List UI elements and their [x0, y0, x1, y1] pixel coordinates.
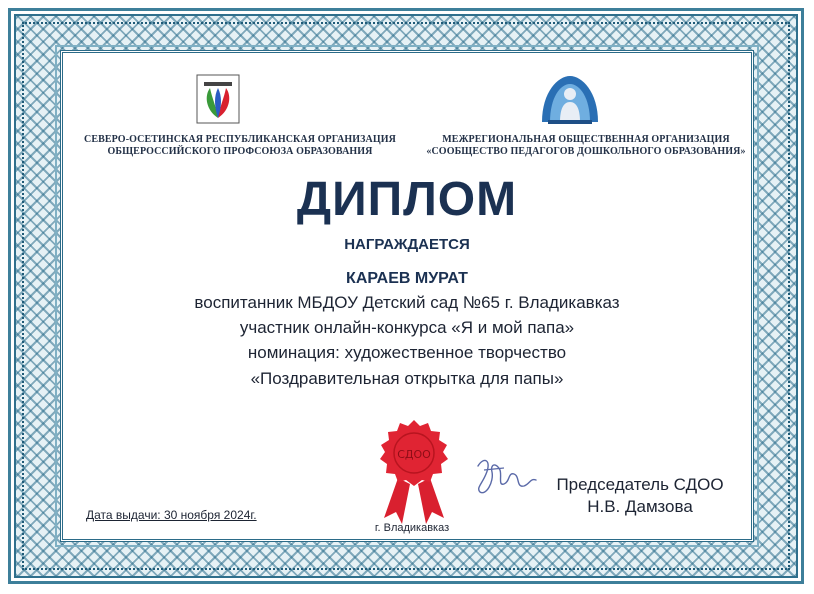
left-org-line-1: СЕВЕРО-ОСЕТИНСКАЯ РЕСПУБЛИКАНСКАЯ ОРГАНИЗАЦИЯ: [84, 134, 396, 145]
work-title: «Поздравительная открытка для папы»: [250, 369, 564, 388]
signatory-name: Н.В. Дамзова: [587, 497, 693, 516]
signatory-position: Председатель СДОО: [556, 475, 724, 494]
right-org-line-2: «СООБЩЕСТВО ПЕДАГОГОВ ДОШКОЛЬНОГО ОБРАЗОВАНИЯ»: [426, 146, 746, 157]
recipient-name: КАРАЕВ МУРАТ: [346, 270, 468, 287]
right-org-line-1: МЕЖРЕГИОНАЛЬНАЯ ОБЩЕСТВЕННАЯ ОРГАНИЗАЦИЯ: [442, 134, 730, 145]
awarded-label: НАГРАЖДАЕТСЯ: [344, 236, 470, 253]
recipient-institution: воспитанник МБДОУ Детский сад №65 г. Владикавказ: [194, 293, 620, 312]
contest-participation: участник онлайн-конкурса «Я и мой папа»: [239, 318, 575, 337]
union-logo-icon: [196, 74, 240, 124]
seal-icon: [376, 418, 452, 526]
right-organization-name: [410, 134, 762, 158]
nomination: номинация: художественное творчество: [247, 343, 567, 362]
left-organization-name: [80, 134, 400, 158]
diploma-title: ДИПЛОМ: [296, 173, 518, 226]
left-org-line-2: ОБЩЕРОССИЙСКОГО ПРОФСОЮЗА ОБРАЗОВАНИЯ: [107, 146, 373, 157]
signature-icon: [470, 452, 540, 502]
issue-city: г. Владикавказ: [374, 522, 450, 534]
community-logo-icon: [538, 72, 602, 126]
signatory-block: [540, 474, 740, 518]
issue-date: Дата выдачи: 30 ноября 2024г.: [86, 508, 257, 522]
seal-text: СДОО: [397, 448, 431, 461]
